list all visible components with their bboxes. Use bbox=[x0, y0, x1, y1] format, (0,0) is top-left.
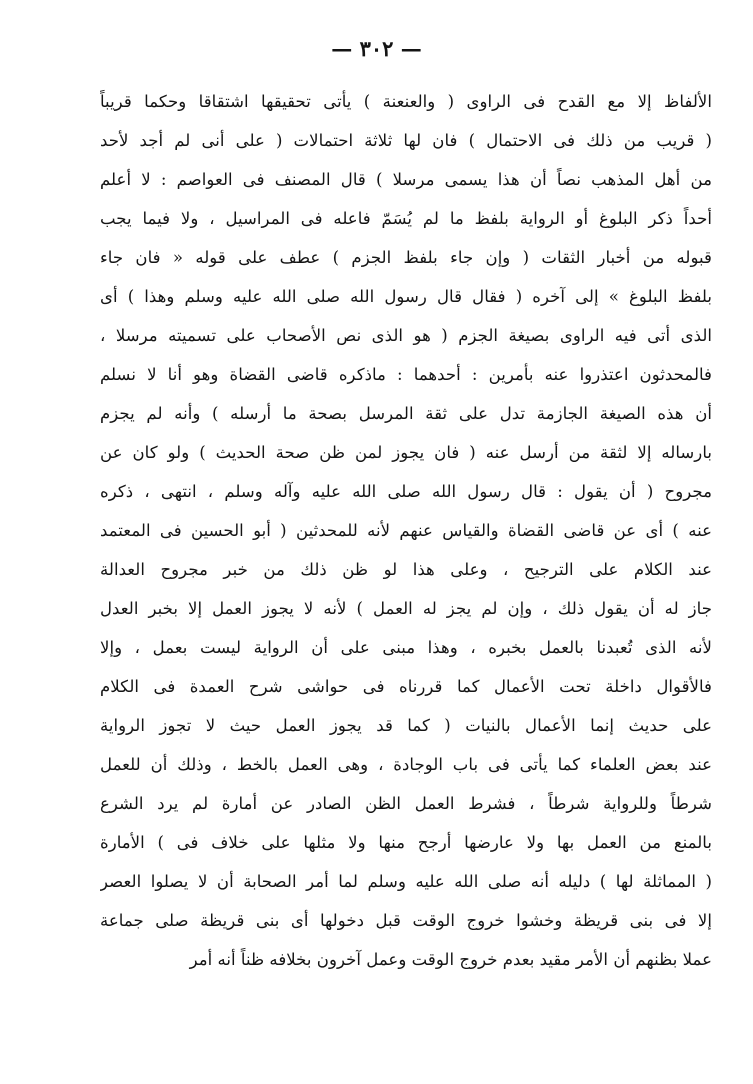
text-line: مجروح ( أن يقول : قال رسول الله صلى الله عليه وآله وسلم ، انتهى ، ذكره bbox=[100, 482, 712, 501]
page-number: — ٣٠٢ — bbox=[331, 36, 422, 61]
text-line: جاز له أن يقول ذلك ، وإن لم يجز له العمل ) لأنه لا يجوز العمل إلا بخبر العدل bbox=[100, 599, 712, 618]
text-line: شرطاً وللرواية شرطاً ، فشرط العمل الظن الصادر عن أمارة لم يرد الشرع bbox=[100, 794, 712, 813]
text-line: عند بعض العلماء كما يأتى فى باب الوجادة ، وهى العمل بالخط ، وذلك أن للعمل bbox=[100, 755, 712, 774]
text-line: فالأقوال داخلة تحت الأعمال كما قررناه فى حواشى شرح العمدة فى الكلام bbox=[100, 677, 712, 696]
text-line: فالمحدثون اعتذروا عنه بأمرين : أحدهما : ماذكره قاضى القضاة وهو أنا لا نسلم bbox=[100, 365, 712, 384]
text-line: أحداً ذكر البلوغ أو الرواية بلفظ ما لم يُسَمّ فاعله فى المراسيل ، ولا فيما يجب bbox=[100, 209, 712, 228]
text-line: على حديث إنما الأعمال بالنيات ( كما قد يجوز العمل حيث لا تجوز الرواية bbox=[100, 716, 712, 735]
text-line: الألفاظ إلا مع القدح فى الراوى ( والعنعنة ) يأتى تحقيقها اشتقاقا وحكما قريباً bbox=[100, 92, 712, 111]
text-line: أن هذه الصيغة الجازمة تدل على ثقة المرسل بصحة ما أرسله ) وأنه لم يجزم bbox=[100, 404, 712, 423]
text-line: عند الكلام على الترجيح ، وعلى هذا لو ظن ذلك من خبر مجروح العدالة bbox=[100, 560, 712, 579]
text-line: ( قريب من ذلك فى الاحتمال ) فان لها ثلاثة احتمالات ( على أنى لم أجد لأحد bbox=[100, 131, 712, 150]
text-line: قبوله من أخبار الثقات ( وإن جاء بلفظ الجزم ) عطف على قوله « فان جاء bbox=[100, 248, 712, 267]
text-line: إلا فى بنى قريظة وخشوا خروج الوقت قبل دخولها أى بنى قريظة صلى جماعة bbox=[100, 911, 712, 930]
text-line: ( المماثلة لها ) دليله أنه صلى الله عليه وسلم لما أمر الصحابة أن لا يصلوا العصر bbox=[100, 872, 712, 891]
text-line: من أهل المذهب نصاً أن هذا يسمى مرسلا ) قال المصنف فى العواصم : لا أعلم bbox=[100, 170, 712, 189]
page-text-body bbox=[100, 82, 712, 979]
text-line: لأنه الذى تُعبدنا بالعمل بخبره ، وهذا مبنى على أن الرواية ليست بعمل ، وإلا bbox=[100, 638, 712, 657]
text-line: بالمنع من العمل بها ولا عارضها أرجح منها ولا مثلها على خلاف فى ) الأمارة bbox=[100, 833, 712, 852]
text-line: عملا بظنهم أن الأمر مقيد بعدم خروج الوقت وعمل آخرون بخلافه ظناً أنه أمر bbox=[189, 950, 712, 969]
text-line: عنه ) أى عن قاضى القضاة والقياس عنهم لأنه للمحدثين ( أبو الحسين فى المعتمد bbox=[100, 521, 712, 540]
text-line: الذى أتى فيه الراوى بصيغة الجزم ( هو الذى نص الأصحاب على تسميته مرسلا ، bbox=[100, 326, 712, 345]
text-line: بلفظ البلوغ » إلى آخره ( فقال قال رسول الله صلى الله عليه وسلم وهذا ) أى bbox=[100, 287, 712, 306]
text-line: بارساله إلا لثقة من أرسل عنه ( فان يجوز لمن ظن صحة الحديث ) ولو كان عن bbox=[100, 443, 712, 462]
